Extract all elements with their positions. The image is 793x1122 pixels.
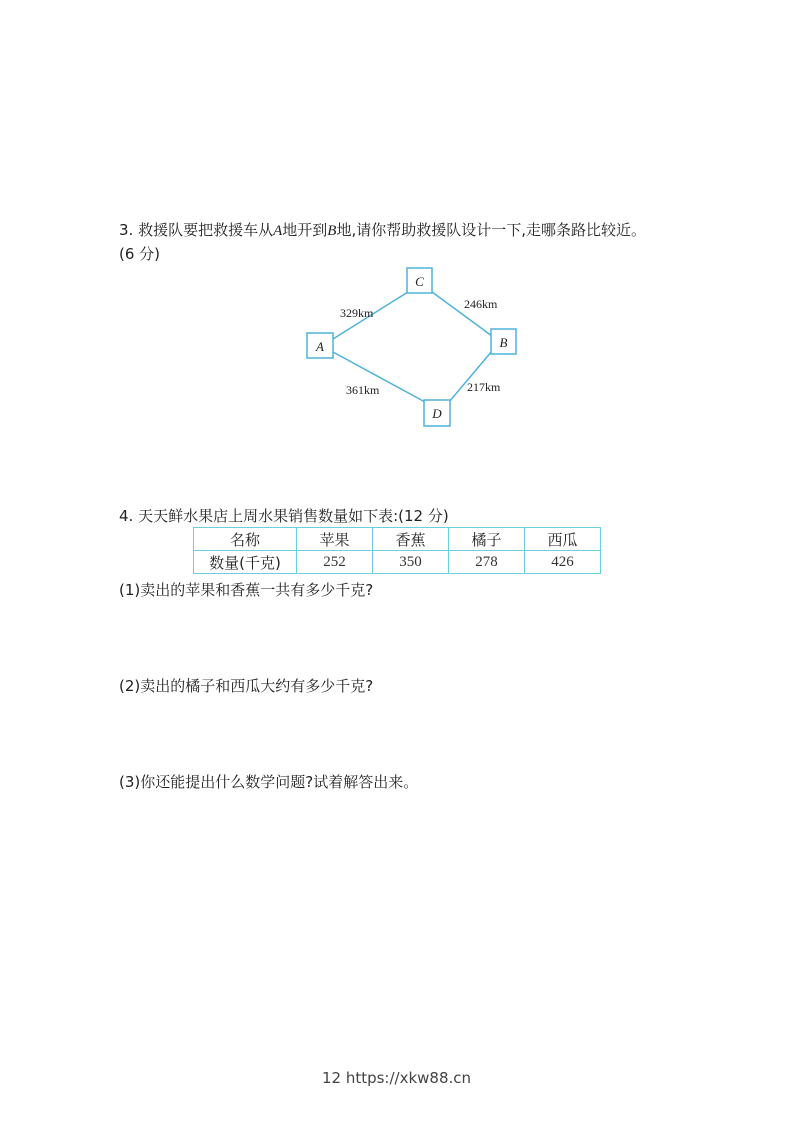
node-a-label: A [316,339,324,354]
edge-a-d-label: 361km [346,383,380,397]
table-header-label: 名称 [194,528,297,551]
question-4-sub-1: (1)卖出的苹果和香蕉一共有多少千克? [119,581,374,599]
node-b-label: B [499,335,508,350]
table-header-cell: 苹果 [297,528,373,551]
node-d-label: D [432,406,442,421]
table-cell: 426 [525,551,601,574]
edge-d-b [449,351,492,402]
table-row-header [194,528,601,551]
question-3-point-b: B [327,223,337,239]
question-3-number: 3. [119,221,134,239]
question-3-part2: 地开到 [282,221,328,239]
table-header-cell: 橘子 [449,528,525,551]
page-footer: 12 https://xkw88.cn [321,1069,472,1087]
question-3-point-a: A [273,223,283,239]
fruit-sales-table [193,527,601,574]
route-diagram [0,0,793,480]
question-4-prompt: 天天鲜水果店上周水果销售数量如下表:(12 分) [138,507,449,525]
question-4-sub-2: (2)卖出的橘子和西瓜大约有多少千克? [119,677,374,695]
table-cell: 350 [373,551,449,574]
question-3-part3: 地,请你帮助救援队设计一下,走哪条路比较近。 [336,221,647,239]
node-c-label: C [415,274,424,289]
table-header-cell: 西瓜 [525,528,601,551]
table-row-label: 数量(千克) [194,551,297,574]
question-4-text [119,505,449,527]
edge-d-b-label: 217km [467,380,501,394]
question-4-number: 4. [119,507,134,525]
question-3-part1: 救援队要把救援车从 [138,221,274,239]
edge-c-b-label: 246km [464,297,498,311]
table-cell: 278 [449,551,525,574]
edge-a-c-label: 329km [340,306,374,320]
table-cell: 252 [297,551,373,574]
question-4-sub-3: (3)你还能提出什么数学问题?试着解答出来。 [119,773,419,791]
question-3-score: (6 分) [119,245,161,263]
table-header-cell: 香蕉 [373,528,449,551]
table-row-quantity [194,551,601,574]
